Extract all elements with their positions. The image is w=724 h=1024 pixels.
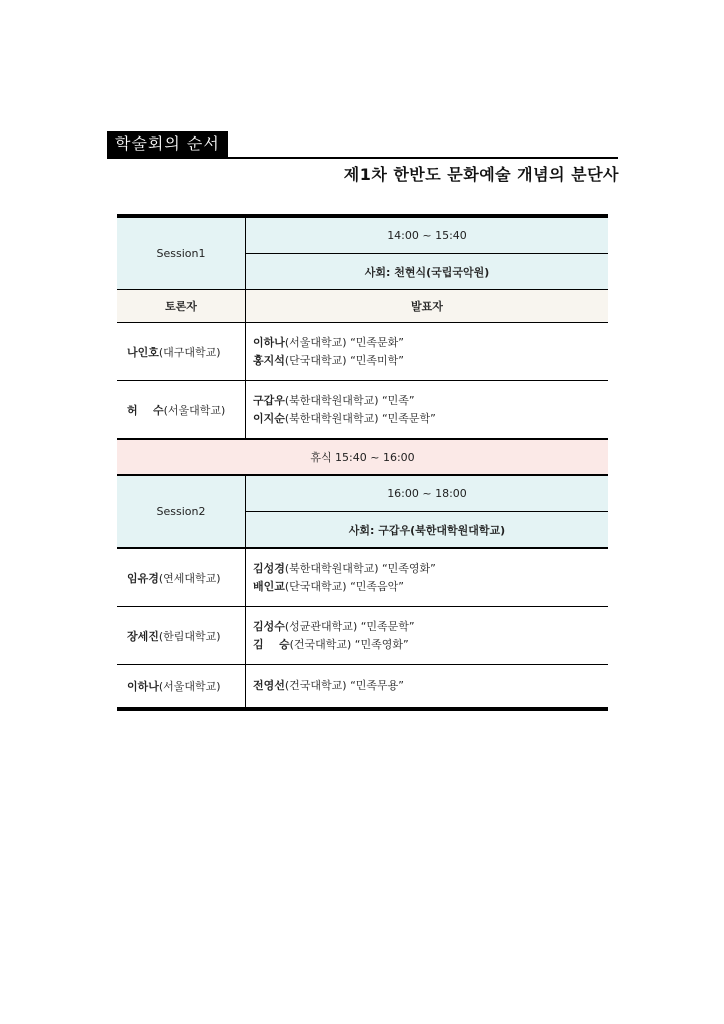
presenter-detail: (건국대학교) “민족영화” <box>289 637 409 651</box>
discussant-name: 허 수 <box>127 403 164 417</box>
discussant-name: 이하나 <box>127 680 159 693</box>
session2-chair: 사회: 구갑우(북한대학원대학교) <box>246 512 609 549</box>
discussant-cell <box>117 607 246 665</box>
presenter-line <box>253 334 608 352</box>
table-row <box>117 323 608 381</box>
presenter-detail: (단국대학교) “민족음악” <box>284 579 405 593</box>
session2-label: Session2 <box>117 475 246 548</box>
discussant-cell <box>117 381 246 440</box>
discussant-name: 나인호 <box>127 345 159 359</box>
section-tag: 학술회의 순서 <box>107 131 228 157</box>
discussant-cell <box>117 548 246 607</box>
discussant-name: 임유경 <box>127 571 159 585</box>
presenter-cell <box>246 548 609 607</box>
presenter-name: 김 승 <box>253 637 290 651</box>
presenter-name: 배인교 <box>253 579 285 593</box>
presenter-name: 이하나 <box>253 335 285 349</box>
presenter-detail: (북한대학원대학교) “민족영화” <box>284 561 436 575</box>
discussant-affiliation: (서울대학교) <box>163 403 226 417</box>
presenter-name: 홍지석 <box>253 353 285 367</box>
column-header-discussant: 토론자 <box>117 290 246 323</box>
table-row <box>117 665 608 710</box>
presenter-cell <box>246 381 609 440</box>
presenter-line <box>253 560 608 578</box>
presenter-line <box>253 392 608 410</box>
presenter-detail: (북한대학원대학교) “민족문학” <box>284 411 436 425</box>
table-row <box>117 381 608 440</box>
presenter-name: 김성수 <box>253 619 285 633</box>
presenter-detail: (단국대학교) “민족미학” <box>284 353 405 367</box>
presenter-cell <box>246 323 609 381</box>
presenter-line <box>253 352 608 370</box>
table-row <box>117 548 608 607</box>
header-rule <box>107 157 618 159</box>
discussant-affiliation: (대구대학교) <box>158 345 221 359</box>
presenter-line <box>253 636 608 654</box>
presenter-detail: (건국대학교) “민족무용” <box>284 679 405 692</box>
presenter-line <box>253 410 608 428</box>
presenter-cell <box>246 665 609 710</box>
session1-time: 14:00 ~ 15:40 <box>246 216 609 254</box>
column-header-presenter: 발표자 <box>246 290 609 323</box>
presenter-detail: (성균관대학교) “민족문학” <box>284 619 415 633</box>
table-row <box>117 607 608 665</box>
presenter-name: 김성경 <box>253 561 285 575</box>
presenter-name: 구갑우 <box>253 393 285 407</box>
presenter-name: 전영선 <box>253 679 285 692</box>
presenter-line <box>253 618 608 636</box>
session1-chair: 사회: 천현식(국립국악원) <box>246 254 609 290</box>
discussant-cell <box>117 323 246 381</box>
discussant-affiliation: (서울대학교) <box>158 680 221 693</box>
discussant-cell <box>117 665 246 710</box>
break-row: 휴식 15:40 ~ 16:00 <box>117 439 608 475</box>
session1-label: Session1 <box>117 216 246 290</box>
program-table <box>117 214 608 711</box>
presenter-name: 이지순 <box>253 411 285 425</box>
session2-time: 16:00 ~ 18:00 <box>246 475 609 512</box>
presenter-cell <box>246 607 609 665</box>
presenter-detail: (서울대학교) “민족문화” <box>284 335 405 349</box>
discussant-affiliation: (연세대학교) <box>158 571 221 585</box>
discussant-affiliation: (한림대학교) <box>158 629 221 643</box>
presenter-line <box>253 677 608 695</box>
presenter-detail: (북한대학원대학교) “민족” <box>284 393 415 407</box>
presenter-line <box>253 578 608 596</box>
discussant-name: 장세진 <box>127 629 159 643</box>
conference-title: 제1차 한반도 문화예술 개념의 분단사 <box>343 165 619 184</box>
